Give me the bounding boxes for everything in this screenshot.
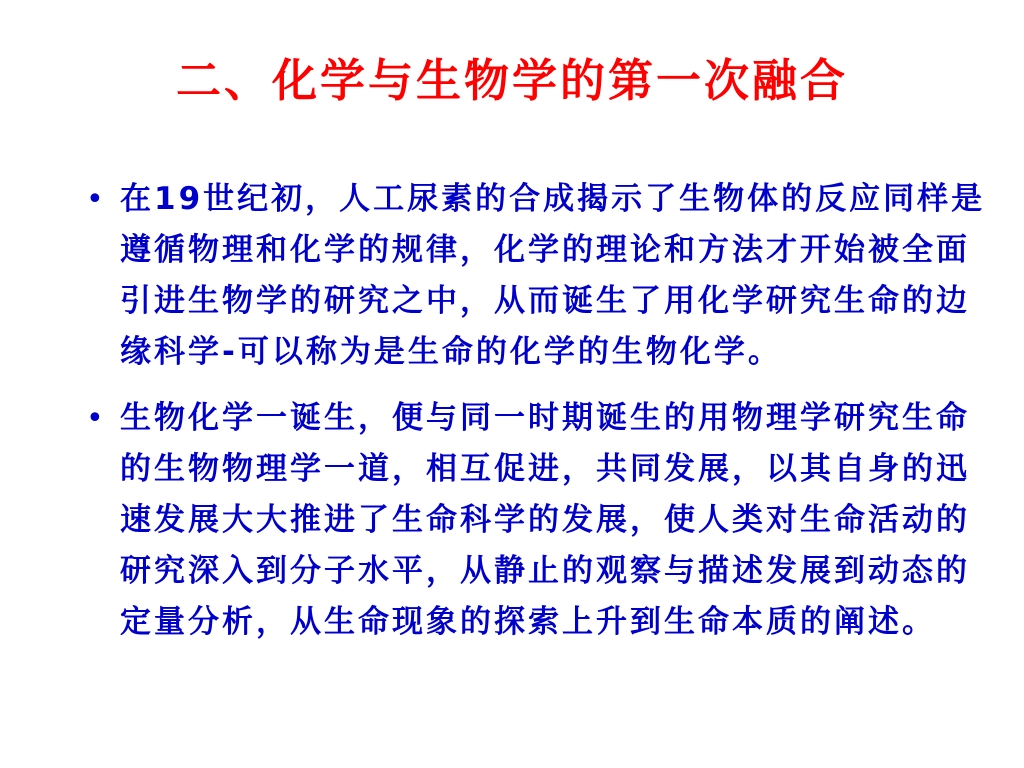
bullet-item-1 (76, 174, 986, 378)
bullet-list (76, 174, 986, 663)
bullet-text: 生物化学一诞生，便与同一时期诞生的用物理学研究生命的生物物理学一道，相互促进，共同发展，以其自身的迅速发展大大推进了生命科学的发展，使人类对生命活动的研究深入到分子水平，从静止的观察与描述发展到动态的定量分析，从生命现象的探索上升到生命本质的阐述。 (120, 400, 970, 640)
bullet-marker: • (86, 182, 104, 217)
bullet-text: 在19世纪初，人工尿素的合成揭示了生物体的反应同样是遵循物理和化学的规律，化学的理论和方法才开始被全面引进生物学的研究之中，从而诞生了用化学研究生命的边缘科学-可以称为是生命的化学的生物化学。 (120, 181, 986, 370)
bullet-item-2 (76, 393, 986, 648)
slide-title: 二、化学与生物学的第一次融合 (175, 54, 848, 107)
bullet-marker: • (86, 401, 104, 436)
